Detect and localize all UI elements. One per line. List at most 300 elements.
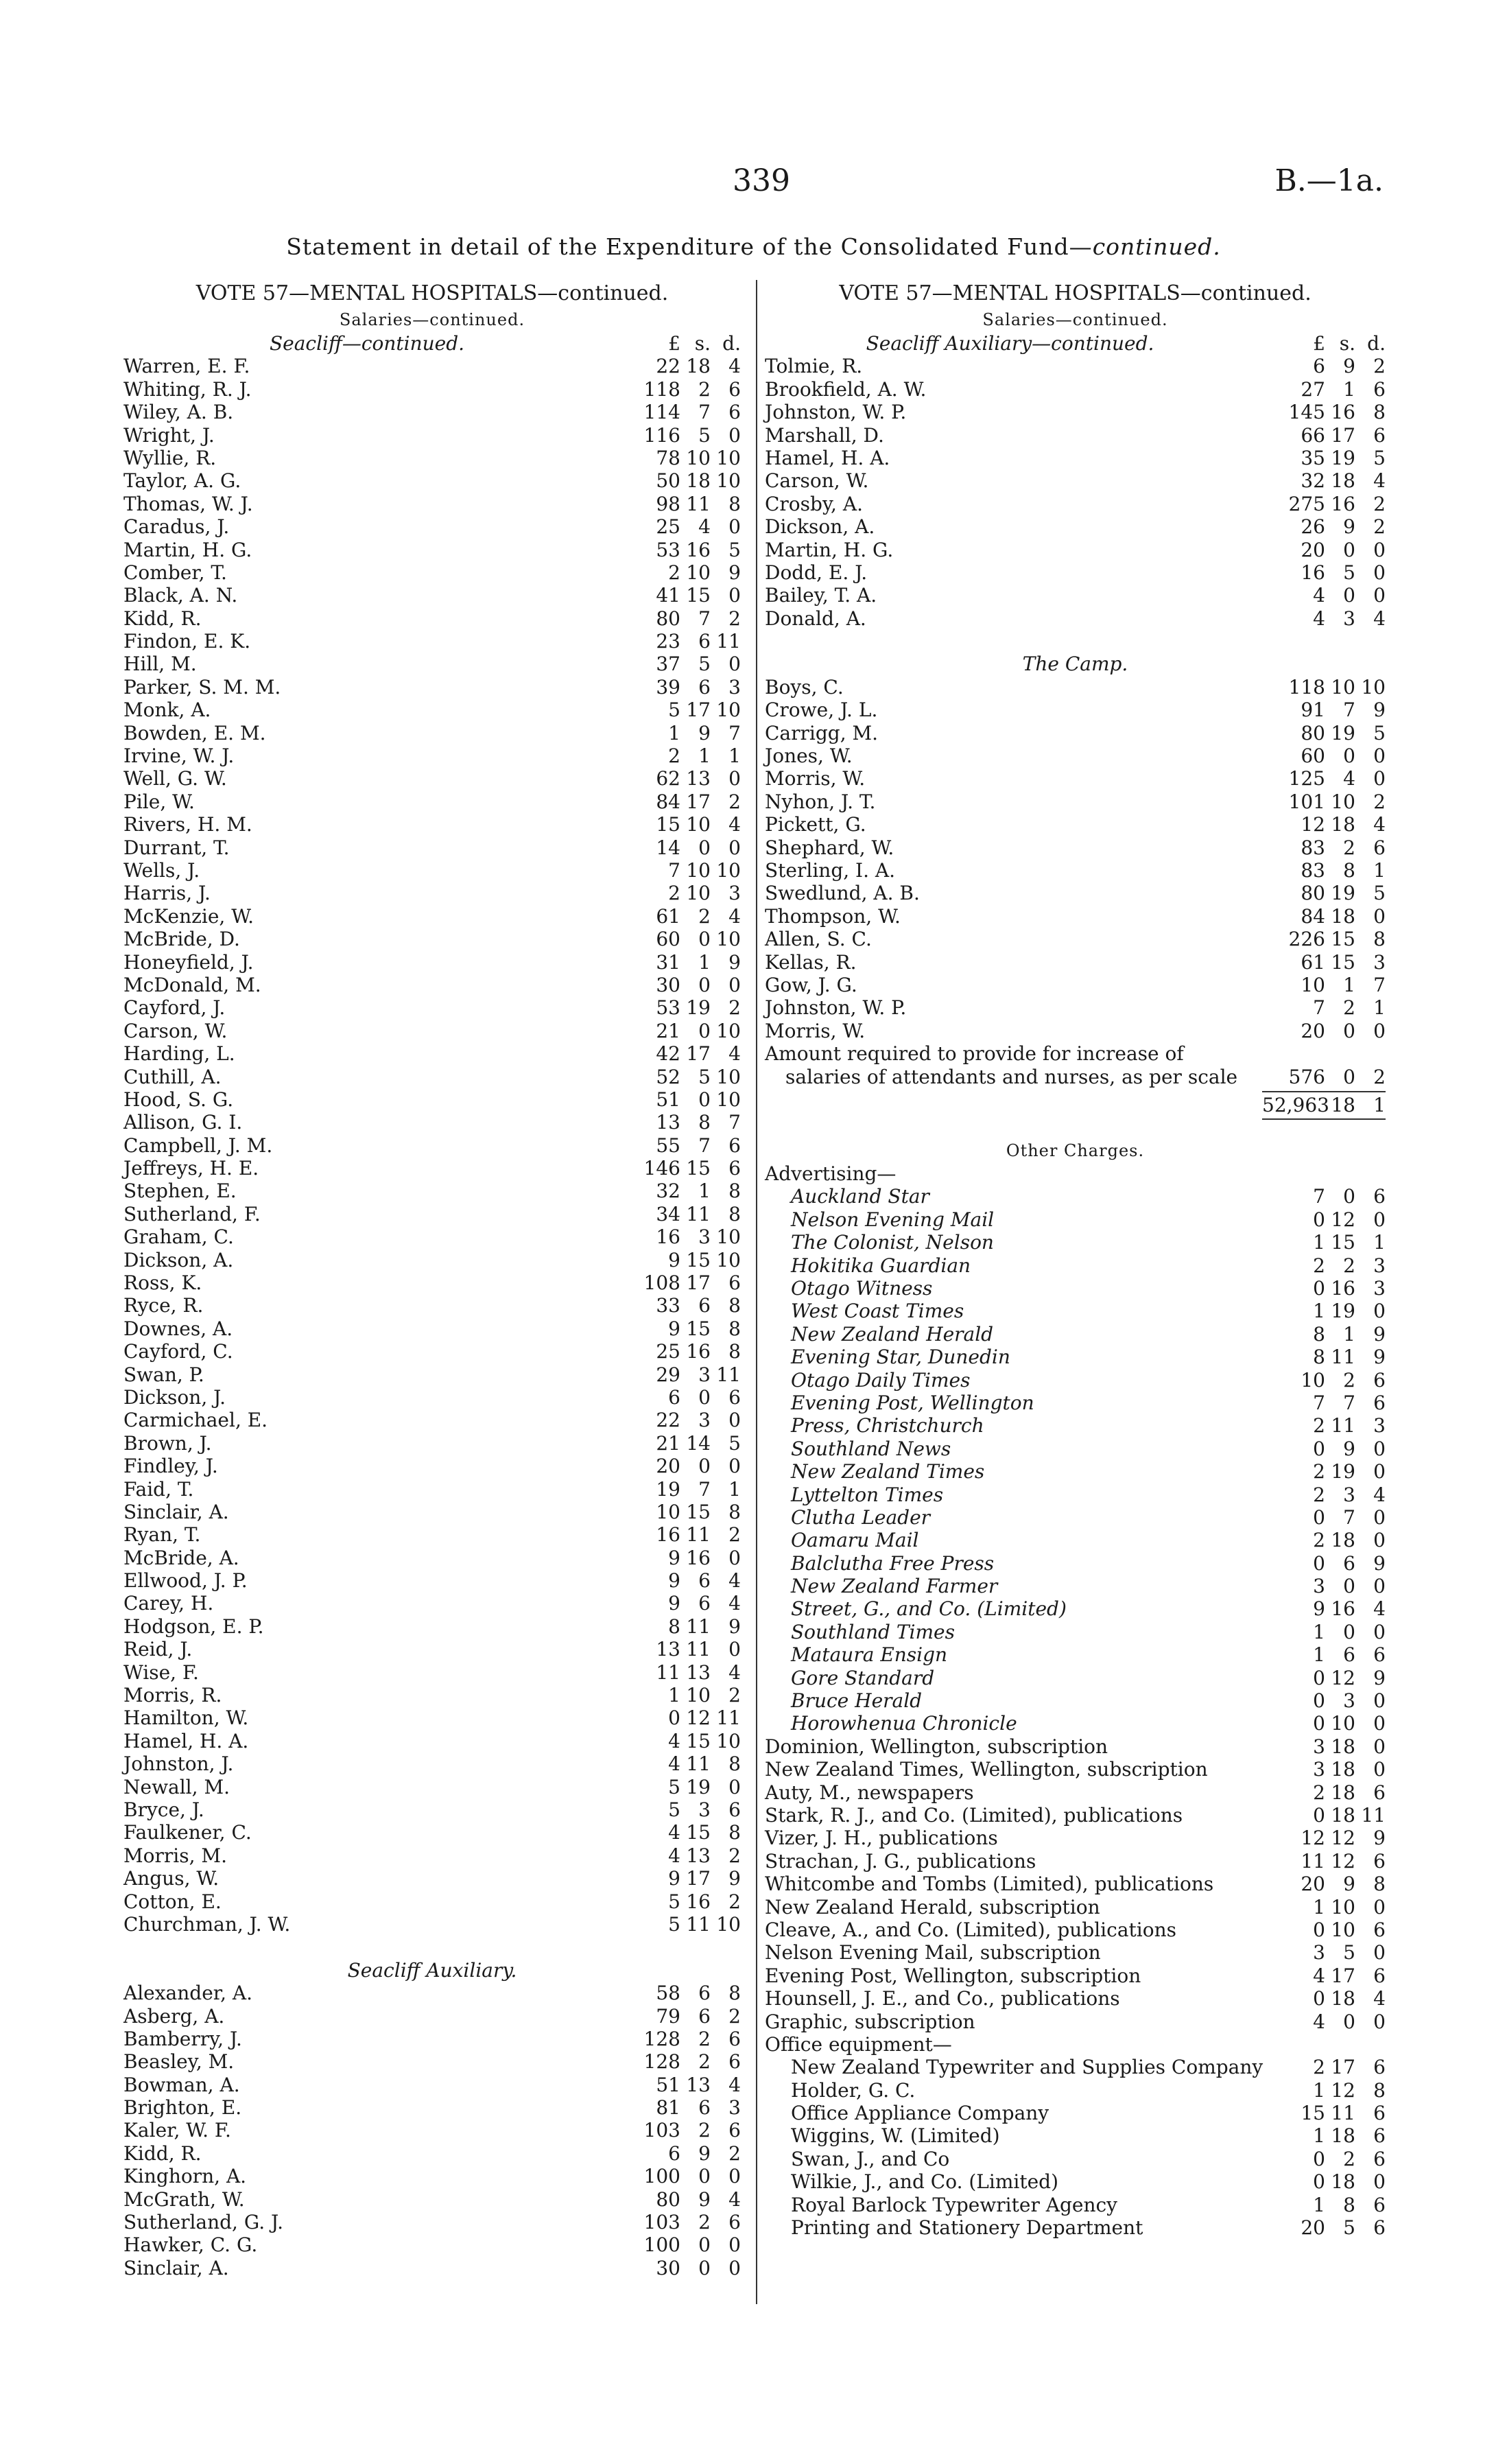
pounds-value: 9 — [668, 1867, 680, 1890]
pence-value: 6 — [1373, 2124, 1386, 2148]
pence-value: 0 — [1373, 904, 1386, 928]
salary-row — [123, 2096, 741, 2119]
pence-value: 6 — [1373, 2193, 1386, 2216]
pence-value: 10 — [1361, 675, 1386, 699]
shillings-value: 0 — [698, 836, 711, 859]
pounds-value: 1 — [1313, 1620, 1325, 1643]
salary-row — [123, 2074, 741, 2096]
pence-value: 0 — [1373, 744, 1386, 768]
pounds-value: 128 — [643, 2027, 680, 2050]
pence-value: 3 — [1373, 1254, 1386, 1277]
entry-name: New Zealand Times, Wellington, subscription — [765, 1758, 1208, 1781]
pounds-value: 5 — [668, 1775, 680, 1798]
entry-name: Kidd, R. — [123, 2142, 202, 2165]
pence-value: 10 — [716, 858, 741, 882]
pounds-value: 16 — [656, 1523, 680, 1547]
entry-name: Street, G., and Co. (Limited) — [791, 1597, 1067, 1621]
entry-name: Well, G. W. — [123, 767, 227, 790]
pence-value: 2 — [728, 790, 741, 813]
shillings-value: 19 — [1331, 882, 1355, 905]
shillings-value: 10 — [1331, 1918, 1355, 1941]
entry-name: Hodgson, E. P. — [123, 1615, 264, 1638]
pence-value: 0 — [728, 1409, 741, 1432]
shillings-value: 16 — [686, 1546, 711, 1569]
salary-row — [765, 515, 1386, 538]
salary-row — [123, 1798, 741, 1821]
pounds-value: 5 — [668, 1798, 680, 1821]
entry-name: New Zealand Typewriter and Supplies Company — [791, 2056, 1263, 2079]
salary-row — [123, 767, 741, 790]
pounds-value: 83 — [1301, 836, 1325, 859]
pounds-value: 0 — [1313, 2170, 1325, 2194]
pounds-value: 32 — [656, 1180, 680, 1203]
pence-value: 0 — [728, 2256, 741, 2279]
entry-name: Hamel, H. A. — [123, 1729, 249, 1752]
entry-name: Sterling, I. A. — [765, 858, 896, 882]
salary-row — [123, 630, 741, 653]
salary-row — [123, 447, 741, 469]
salary-row — [123, 1730, 741, 1752]
pounds-value: 58 — [656, 1982, 680, 2005]
salary-row — [123, 1592, 741, 1615]
shillings-value: 6 — [698, 1592, 711, 1615]
pounds-value: 3 — [1313, 1575, 1325, 1598]
entry-name: Evening Star, Dunedin — [791, 1346, 1010, 1369]
shillings-value: 10 — [686, 813, 711, 836]
seacliff-list — [123, 355, 741, 1936]
pounds-value: 114 — [643, 401, 680, 424]
office-row — [765, 2148, 1386, 2170]
advertising-row — [765, 1506, 1386, 1529]
pence-value: 0 — [1373, 1575, 1386, 1598]
entry-name: McDonald, M. — [123, 973, 261, 996]
pounds-value: 9 — [668, 1546, 680, 1569]
entry-name: Gore Standard — [791, 1666, 935, 1689]
pence-value: 4 — [728, 1569, 741, 1593]
pounds-value: 1 — [1313, 2193, 1325, 2216]
entry-name: Ryan, T. — [123, 1523, 201, 1547]
entry-name: Royal Barlock Typewriter Agency — [791, 2193, 1117, 2216]
entry-name: Gow, J. G. — [765, 973, 857, 996]
entry-name: Sinclair, A. — [123, 2256, 229, 2279]
salary-row — [123, 1913, 741, 1936]
pence-value: 0 — [1373, 561, 1386, 584]
pounds-value: 103 — [643, 2211, 680, 2234]
pence-value: 0 — [728, 1455, 741, 1478]
pence-value: 6 — [1373, 1781, 1386, 1804]
entry-name: Bailey, T. A. — [765, 584, 877, 607]
pence-value: 2 — [728, 2004, 741, 2028]
salary-row — [765, 905, 1386, 928]
pence-value: 8 — [728, 1294, 741, 1317]
salary-row — [765, 607, 1386, 630]
entry-name: Boys, C. — [765, 675, 844, 699]
entry-name: Bamberry, J. — [123, 2027, 242, 2050]
shillings-value: 0 — [1343, 538, 1355, 561]
shillings-value: 10 — [686, 858, 711, 882]
shillings-value: 15 — [1331, 928, 1355, 951]
entry-name: Whiting, R. J. — [123, 377, 252, 401]
shillings-value: 10 — [686, 561, 711, 584]
pounds-value: 12 — [1301, 1827, 1325, 1850]
shillings-value: 11 — [686, 1638, 711, 1661]
document-reference: B.—1a. — [1274, 163, 1384, 198]
salary-row — [123, 1134, 741, 1157]
shillings-value: 0 — [1343, 1019, 1355, 1042]
pence-value: 5 — [728, 1431, 741, 1455]
entry-name: Hamel, H. A. — [765, 446, 890, 469]
pence-value: 2 — [728, 996, 741, 1020]
shillings-value: 0 — [1343, 1575, 1355, 1598]
entry-name: Oamaru Mail — [791, 1529, 919, 1552]
entry-name: Horowhenua Chronicle — [791, 1712, 1017, 1735]
pounds-value: 30 — [656, 973, 680, 996]
entry-name: Kellas, R. — [765, 950, 857, 974]
salary-row — [123, 1523, 741, 1546]
shillings-value: 0 — [698, 928, 711, 951]
shillings-value: 0 — [698, 1019, 711, 1042]
shillings-value: 17 — [686, 1042, 711, 1066]
pounds-value: 275 — [1288, 492, 1325, 515]
pounds-value: 16 — [656, 1225, 680, 1249]
entry-name: New Zealand Herald, subscription — [765, 1895, 1100, 1919]
shillings-value: 7 — [698, 607, 711, 630]
pounds-value: 0 — [668, 1706, 680, 1730]
pence-value: 8 — [1373, 928, 1386, 951]
entry-name: Wyllie, R. — [123, 446, 217, 469]
pence-value: 10 — [716, 1065, 741, 1088]
shillings-value: 2 — [1343, 996, 1355, 1020]
entry-name: Nelson Evening Mail, subscription — [765, 1941, 1101, 1964]
entry-name: Tolmie, R. — [765, 355, 863, 378]
pence-value: 10 — [716, 928, 741, 951]
entry-name: Hounsell, J. E., and Co., publications — [765, 1987, 1120, 2010]
salary-row — [123, 676, 741, 699]
pounds-value: 13 — [656, 1111, 680, 1134]
pounds-value: 25 — [656, 1340, 680, 1363]
entry-name: Strachan, J. G., publications — [765, 1849, 1036, 1873]
shillings-value: 0 — [1343, 1185, 1355, 1208]
entry-name: New Zealand Times — [791, 1460, 985, 1483]
pounds-value: 91 — [1301, 699, 1325, 722]
entry-name: Mataura Ensign — [791, 1643, 948, 1667]
salary-row — [765, 951, 1386, 974]
pence-value: 4 — [728, 2187, 741, 2211]
pence-value: 6 — [728, 1798, 741, 1821]
entry-name: Beasley, M. — [123, 2050, 235, 2074]
shillings-value: 15 — [686, 1157, 711, 1180]
shillings-value: 5 — [1343, 561, 1355, 584]
pence-value: 6 — [1373, 836, 1386, 859]
salary-row — [123, 1020, 741, 1042]
salary-row — [123, 469, 741, 492]
pounds-value: 21 — [656, 1019, 680, 1042]
pence-value: 1 — [1373, 858, 1386, 882]
shillings-value: 16 — [686, 1890, 711, 1913]
shillings-value: 16 — [686, 538, 711, 561]
shillings-value: 0 — [698, 973, 711, 996]
entry-name: Black, A. N. — [123, 584, 238, 607]
salary-row — [765, 539, 1386, 561]
pounds-value: 2 — [1313, 1414, 1325, 1438]
entry-name: Lyttelton Times — [791, 1483, 944, 1506]
pence-value: 10 — [716, 1912, 741, 1936]
salary-row — [123, 699, 741, 721]
charge-row — [765, 1941, 1386, 1964]
pence-value: 0 — [728, 2233, 741, 2257]
pounds-value: 13 — [656, 1638, 680, 1661]
pounds-value: 41 — [656, 584, 680, 607]
shillings-value: 9 — [698, 2187, 711, 2211]
entry-name: Crosby, A. — [765, 492, 863, 515]
pounds-value: 4 — [1313, 607, 1325, 630]
pence-value: 4 — [728, 1661, 741, 1684]
advertising-row — [765, 1208, 1386, 1231]
pence-value: 6 — [728, 1385, 741, 1409]
entry-name: New Zealand Farmer — [791, 1575, 998, 1598]
pence-value: 6 — [728, 1134, 741, 1157]
pence-value: 0 — [728, 973, 741, 996]
entry-name: Brookfield, A. W. — [765, 377, 927, 401]
salary-row — [123, 1249, 741, 1271]
shillings-value: 19 — [1331, 1460, 1355, 1483]
shillings-value: 7 — [698, 401, 711, 424]
shillings-value: 2 — [1343, 1254, 1355, 1277]
salary-row — [123, 1706, 741, 1729]
entry-name: Auty, M., newspapers — [765, 1781, 974, 1804]
pounds-value: 22 — [656, 1409, 680, 1432]
pence-value: 4 — [728, 1592, 741, 1615]
pounds-value: 11 — [1301, 1849, 1325, 1873]
salary-row — [765, 378, 1386, 401]
salaries-heading: Salaries—continued. — [339, 310, 525, 329]
shillings-value: 18 — [1331, 2170, 1355, 2194]
entry-name: Southland News — [791, 1437, 951, 1460]
salary-row — [123, 1432, 741, 1455]
salary-row — [765, 859, 1386, 882]
entry-name: Findon, E. K. — [123, 630, 251, 653]
charge-row — [765, 1919, 1386, 1941]
pounds-value: 2 — [1313, 1529, 1325, 1552]
advertising-row — [765, 1621, 1386, 1643]
pence-value: 6 — [728, 2027, 741, 2050]
advertising-row — [765, 1231, 1386, 1254]
shillings-value: 9 — [1343, 355, 1355, 378]
salary-row — [765, 882, 1386, 904]
shillings-value: 8 — [698, 1111, 711, 1134]
pounds-value: 83 — [1301, 858, 1325, 882]
pounds-value: 15 — [1301, 2102, 1325, 2125]
entry-name: Carson, W. — [765, 469, 869, 493]
salary-row — [123, 1294, 741, 1317]
shillings-value: 12 — [1331, 2078, 1355, 2102]
office-row — [765, 2102, 1386, 2124]
pounds-value: 1 — [1313, 2124, 1325, 2148]
salary-row — [765, 699, 1386, 721]
pounds-value: 5 — [668, 1912, 680, 1936]
pence-value: 9 — [728, 561, 741, 584]
shillings-value: 16 — [686, 1340, 711, 1363]
salary-row — [123, 2233, 741, 2256]
pence-value: 2 — [1373, 355, 1386, 378]
pence-value: 3 — [1373, 1277, 1386, 1300]
entry-name: Auckland Star — [791, 1185, 929, 1208]
shillings-value: 9 — [1343, 515, 1355, 539]
shillings-value: 8 — [1343, 2193, 1355, 2216]
shillings-value: 2 — [1343, 836, 1355, 859]
pence-value: 4 — [728, 355, 741, 378]
vote-heading: VOTE 57—MENTAL HOSPITALS—continued. — [839, 281, 1312, 305]
entry-name: Taylor, A. G. — [123, 469, 241, 493]
pounds-value: 0 — [1313, 1666, 1325, 1689]
shillings-value: 5 — [1343, 2216, 1355, 2240]
pence-value: 5 — [1373, 882, 1386, 905]
salary-row — [765, 813, 1386, 836]
salary-row — [123, 722, 741, 744]
salary-row — [123, 928, 741, 950]
pence-value: 9 — [1373, 1322, 1386, 1346]
shillings-value: 10 — [1331, 1895, 1355, 1919]
pence-value: 8 — [728, 1821, 741, 1844]
pounds-value: 10 — [1301, 1368, 1325, 1392]
entry-name: Ross, K. — [123, 1271, 202, 1295]
entry-name: Johnston, W. P. — [765, 996, 907, 1020]
pounds-value: 2 — [1313, 1781, 1325, 1804]
entry-name: Nyhon, J. T. — [765, 790, 876, 813]
shillings-value: 10 — [1331, 675, 1355, 699]
shillings-value: 10 — [686, 1684, 711, 1707]
shillings-value: 6 — [698, 2096, 711, 2120]
pounds-value: 1 — [1313, 1300, 1325, 1323]
entry-name: Harris, J. — [123, 882, 211, 905]
entry-name: Marshall, D. — [765, 423, 884, 447]
entry-name: Wright, J. — [123, 423, 215, 447]
entry-name: Cotton, E. — [123, 1890, 222, 1913]
entry-name: Ryce, R. — [123, 1294, 204, 1317]
charge-row — [765, 1758, 1386, 1781]
pounds-value: 4 — [1313, 584, 1325, 607]
shillings-value: 17 — [686, 1867, 711, 1890]
salary-row — [123, 905, 741, 928]
salary-row — [765, 996, 1386, 1019]
pounds-value: 29 — [656, 1363, 680, 1386]
salary-row — [123, 539, 741, 561]
pounds-value: 8 — [668, 1615, 680, 1638]
pence-value: 8 — [728, 1340, 741, 1363]
pounds-value: 37 — [656, 653, 680, 676]
salary-row — [765, 401, 1386, 423]
total-pounds: 52,963 — [1262, 1093, 1329, 1116]
salary-row — [123, 1776, 741, 1798]
pence-value: 6 — [1373, 377, 1386, 401]
entry-name: Morris, W. — [765, 1019, 866, 1042]
other-charges-list — [765, 1735, 1386, 2033]
pounds-value: 81 — [656, 2096, 680, 2120]
pence-value: 5 — [728, 538, 741, 561]
pence-value: 2 — [1373, 790, 1386, 813]
pounds-value: 0 — [1313, 1987, 1325, 2010]
salary-row — [123, 744, 741, 767]
shillings-value: 18 — [1331, 904, 1355, 928]
shillings-value: 1 — [698, 1180, 711, 1203]
salary-row — [123, 424, 741, 447]
salary-row — [123, 2257, 741, 2279]
shillings-value: 6 — [698, 2004, 711, 2028]
advertising-row — [765, 1185, 1386, 1208]
advertising-row — [765, 1277, 1386, 1300]
pence-value: 0 — [1373, 584, 1386, 607]
entry-name: Angus, W. — [123, 1867, 219, 1890]
salary-row — [123, 1363, 741, 1386]
shillings-value: 13 — [686, 767, 711, 790]
pence-value: 11 — [716, 630, 741, 653]
shillings-value: 12 — [1331, 1849, 1355, 1873]
total-row: 52,963 18 1 — [765, 1094, 1386, 1116]
salary-row — [123, 859, 741, 882]
auxiliary-header: Seacliff Auxiliary—continued. £ s. d. — [866, 332, 1386, 355]
seacliff-auxiliary-list — [123, 1982, 741, 2279]
office-row — [765, 2079, 1386, 2102]
shillings-value: 16 — [1331, 1597, 1355, 1621]
pence-value: 1 — [728, 1477, 741, 1501]
entry-name: Johnston, W. P. — [765, 401, 907, 424]
salary-row — [123, 1638, 741, 1661]
shillings-value: 19 — [1331, 446, 1355, 469]
pence-value: 9 — [728, 1615, 741, 1638]
shillings-value: 18 — [1331, 813, 1355, 836]
pounds-value: 53 — [656, 996, 680, 1020]
pounds-value: 2 — [668, 744, 680, 768]
pounds-value: 100 — [643, 2165, 680, 2188]
shillings-value: 0 — [1343, 1620, 1355, 1643]
salary-row — [123, 1157, 741, 1180]
entry-name: Carmichael, E. — [123, 1409, 268, 1432]
entry-name: Cayford, C. — [123, 1340, 233, 1363]
entry-name: Morris, W. — [765, 767, 866, 790]
shillings-value: 3 — [1343, 1483, 1355, 1506]
shillings-value: 4 — [698, 515, 711, 539]
entry-name: Southland Times — [791, 1620, 955, 1643]
pence-value: 0 — [728, 2165, 741, 2188]
shillings-value: 15 — [1331, 950, 1355, 974]
entry-name: McBride, D. — [123, 928, 240, 951]
shillings-value: 2 — [698, 904, 711, 928]
pence-value: 6 — [728, 1271, 741, 1295]
entry-name: McGrath, W. — [123, 2187, 245, 2211]
salary-row — [123, 1042, 741, 1065]
pence-value: 6 — [1373, 1391, 1386, 1414]
pence-value: 8 — [1373, 1873, 1386, 1896]
pence-value: 0 — [1373, 1758, 1386, 1781]
pence-value: 2 — [728, 2142, 741, 2165]
shillings-value: 3 — [698, 1225, 711, 1249]
pence-value: 6 — [1373, 2056, 1386, 2079]
seacliff-header: Seacliff—continued. £ s. d. — [269, 332, 741, 355]
shillings-value: 1 — [1343, 377, 1355, 401]
charge-row — [765, 1735, 1386, 1758]
salary-row — [123, 493, 741, 515]
pence-value: 3 — [1373, 1414, 1386, 1438]
salary-row — [123, 1340, 741, 1363]
pounds-value: 226 — [1288, 928, 1325, 951]
entry-name: Hill, M. — [123, 653, 197, 676]
entry-name: Press, Christchurch — [791, 1414, 984, 1438]
pounds-value: 4 — [668, 1844, 680, 1867]
pounds-value: 16 — [1301, 561, 1325, 584]
pounds-value: 50 — [656, 469, 680, 493]
shillings-value: 3 — [698, 1363, 711, 1386]
pounds-value: 25 — [656, 515, 680, 539]
